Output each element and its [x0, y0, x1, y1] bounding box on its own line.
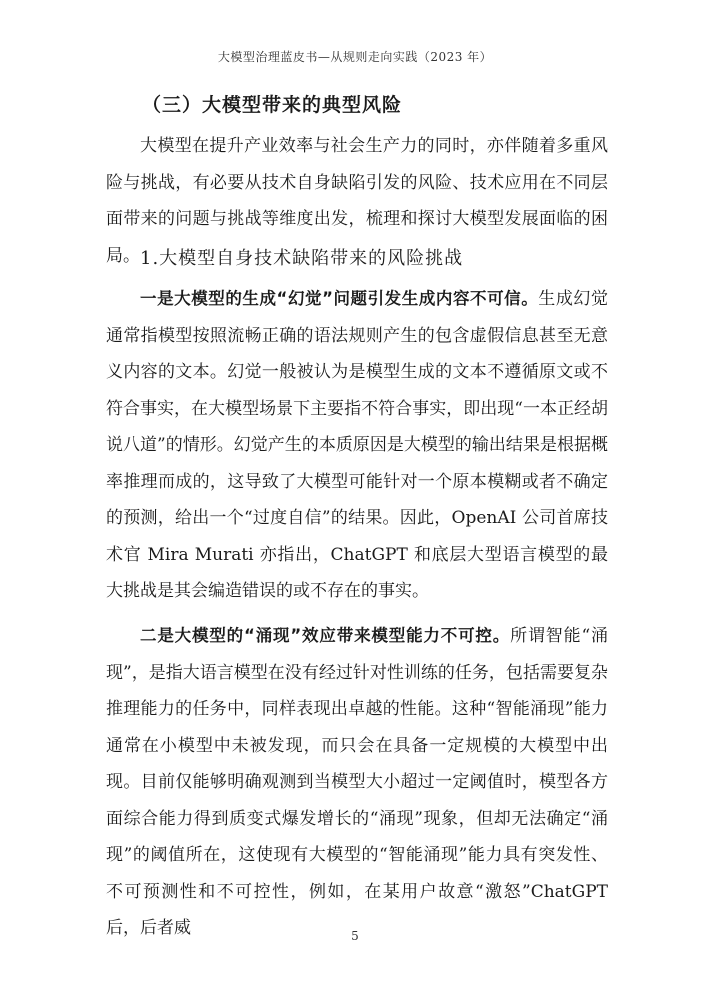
subsection-heading: 1.大模型自身技术缺陷带来的风险挑战: [140, 248, 464, 269]
emergence-lead: 二是大模型的“涌现”效应带来模型能力不可控。: [140, 626, 511, 645]
section-heading: （三）大模型带来的典型风险: [142, 94, 403, 116]
hallucination-paragraph: [106, 281, 608, 610]
page-number: 5: [351, 929, 359, 943]
running-header: 大模型治理蓝皮书—从规则走向实践（2023 年）: [217, 50, 493, 64]
hallucination-lead: 一是大模型的生成“幻觉”问题引发生成内容不可信。: [140, 289, 539, 308]
emergence-paragraph: [106, 618, 608, 947]
hallucination-body: 生成幻觉通常指模型按照流畅正确的语法规则产生的包含虚假信息甚至无意义内容的文本。幻觉一般被认为是模型生成的文本不遵循原文或不符合事实，在大模型场景下主要指不符合事实，即出现“一本正经胡说八道”的情形。幻觉产生的本质原因是大模型的输出结果是根据概率推理而成的，这导致了大模型可能针对一个原本模糊或者不确定的预测，给出一个“过度自信”的结果。因此，OpenAI 公司首席技术官 Mira Murati 亦指出，ChatGPT 和底层大型语言模型的最大挑战是其会编造错误的或不存在的事实。: [106, 289, 608, 601]
intro-paragraph: 大模型在提升产业效率与社会生产力的同时，亦伴随着多重风险与挑战，有必要从技术自身缺陷引发的风险、技术应用在不同层面带来的问题与挑战等维度出发，梳理和探讨大模型发展面临的困局。: [106, 136, 608, 266]
emergence-body: 所谓智能“涌现”，是指大语言模型在没有经过针对性训练的任务，包括需要复杂推理能力的任务中，同样表现出卓越的性能。这种“智能涌现”能力通常在小模型中未被发现，而只会在具备一定规模的大模型中出现。目前仅能够明确观测到当模型大小超过一定阈值时，模型各方面综合能力得到质变式爆发增长的“涌现”现象，但却无法确定“涌现”的阈值所在，这使现有大模型的“智能涌现”能力具有突发性、不可预测性和不可控性，例如，在某用户故意“激怒”ChatGPT 后，后者威: [106, 626, 608, 938]
